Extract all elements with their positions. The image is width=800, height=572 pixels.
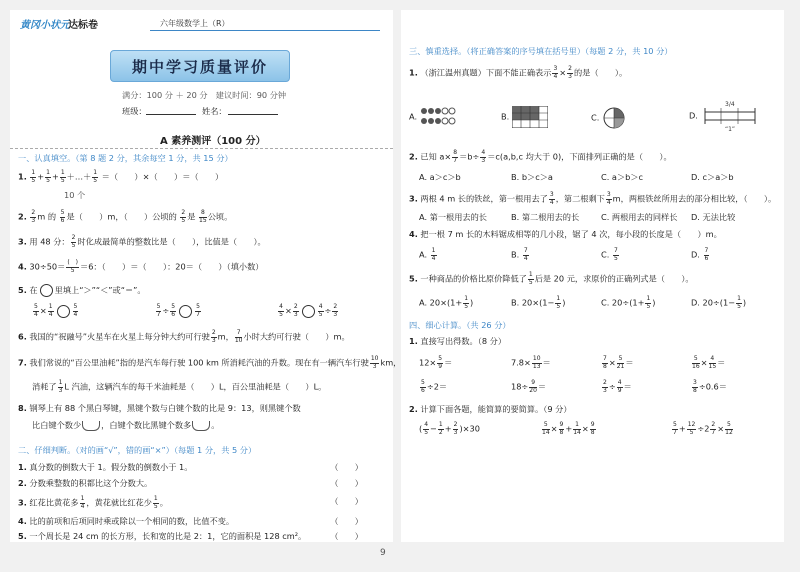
fraction: $\frac{4}{3}$ bbox=[481, 149, 486, 164]
fraction: $\frac{5}{6}$ bbox=[421, 379, 425, 394]
oral-calc-5: $\frac{5}{6}$ ÷2＝ bbox=[421, 379, 448, 394]
compare-circle[interactable] bbox=[40, 284, 53, 297]
choice-2-option-c[interactable]: C. a＞b＞c bbox=[601, 172, 644, 182]
fraction: $\frac{9}{8}$ bbox=[590, 421, 595, 436]
choice-5-option-b[interactable]: B. 20×(1− $\frac{1}{5}$ ) bbox=[511, 295, 566, 310]
question-7: 7. 我们常说的“百公里油耗”指的是汽车每行驶 100 km 所消耗汽油的升数。现在有一辆汽车行驶 $\frac{10}{3}$ km， bbox=[18, 355, 402, 370]
name-label: 姓名： bbox=[202, 106, 227, 116]
class-blank[interactable] bbox=[146, 114, 196, 115]
fraction: $\frac{2}{7}$ bbox=[711, 421, 716, 436]
fraction: $\frac{7}{6}$ bbox=[704, 247, 709, 262]
judge-1: 1. 真分数的倒数大于 1。假分数的倒数小于 1。 （ ） bbox=[18, 462, 363, 472]
fraction: $\frac{10}{13}$ bbox=[532, 355, 541, 370]
left-page bbox=[10, 10, 402, 542]
fraction: $\frac{5}{4}$ bbox=[34, 303, 38, 318]
written-calc-2: $\frac{5}{14}$ × $\frac{9}{8}$ + $\frac{1}{14}$ × $\frac{9}{8}$ bbox=[542, 421, 595, 436]
fraction: $\frac{1}{5}$ bbox=[60, 169, 65, 184]
fraction: $\frac{1}{5}$ bbox=[556, 295, 561, 310]
fraction: $\frac{3}{4}$ bbox=[606, 191, 611, 206]
page-number: 9 bbox=[380, 548, 386, 558]
fraction: $\frac{5}{6}$ bbox=[171, 303, 176, 318]
fraction: $\frac{2}{3}$ bbox=[568, 65, 572, 80]
dots-diagram-icon bbox=[420, 106, 456, 128]
fraction: $\frac{5}{7}$ bbox=[196, 303, 200, 318]
fraction: $\frac{3}{4}$ bbox=[549, 191, 554, 206]
fraction: $\frac{1}{14}$ bbox=[573, 421, 581, 436]
oral-calc-6: 18÷ $\frac{9}{20}$ ＝ bbox=[511, 379, 547, 394]
choice-2-option-a[interactable]: A. a＞c＞b bbox=[419, 172, 461, 182]
fraction: $\frac{2}{5}$ bbox=[71, 234, 76, 249]
fraction: $\frac{4}{15}$ bbox=[708, 355, 717, 370]
fraction: $\frac{9}{8}$ bbox=[559, 421, 564, 436]
fraction: $\frac{12}{5}$ bbox=[687, 421, 696, 436]
choice-1: 1. （浙江温州真题）下面不能正确表示 $\frac{3}{4}$ × $\frac{2}{3}$ 的是（ ）。 bbox=[409, 65, 628, 80]
calc-2-heading: 2. 计算下面各题，能简算的要简算。（9 分） bbox=[409, 404, 572, 414]
question-3: 3. 用 48 分： $\frac{2}{5}$ 时化成最简单的整数比是（ ），比值是（ ）。 bbox=[18, 234, 266, 249]
choice-4-option-a[interactable]: A. $\frac{1}{4}$ bbox=[419, 247, 436, 262]
fraction: $\frac{1}{3}$ bbox=[58, 379, 63, 394]
svg-text:3/4: 3/4 bbox=[724, 101, 735, 108]
oral-calc-2: 7.8× $\frac{10}{13}$ ＝ bbox=[511, 355, 551, 370]
fraction: $\frac{1}{5}$ bbox=[528, 271, 533, 286]
fraction: $\frac{1}{5}$ bbox=[93, 169, 98, 184]
fraction: $\frac{8}{7}$ bbox=[453, 149, 458, 164]
section-4-heading: 四、细心计算。（共 26 分） bbox=[409, 320, 511, 330]
choice-2-option-d[interactable]: D. c＞a＞b bbox=[691, 172, 734, 182]
section-2-heading: 二、仔细判断。（对的画“√”，错的画“×”）（每题 1 分，共 5 分） bbox=[18, 445, 257, 455]
fraction: $\frac{8}{15}$ bbox=[199, 209, 207, 224]
page-title: 期中学习质量评价 bbox=[131, 57, 268, 76]
choice-4-option-b[interactable]: B. $\frac{7}{4}$ bbox=[511, 247, 528, 262]
judge-3: 3. 红花比黄花多 $\frac{1}{4}$ ，黄花就比红花少 $\frac{1}{5}$ 。 （ ） bbox=[18, 495, 363, 510]
fraction: $\frac{7}{10}$ bbox=[234, 329, 243, 344]
fraction: $\frac{5}{14}$ bbox=[542, 421, 550, 436]
judge-4: 4. 比的前项和后项同时乘或除以一个相同的数，比值不变。 （ ） bbox=[18, 516, 363, 526]
compare-circle[interactable] bbox=[179, 305, 192, 318]
fraction: $\frac{7}{5}$ bbox=[613, 247, 618, 262]
choice-3-option-c[interactable]: C. 两根用去的同样长 bbox=[601, 212, 678, 222]
pie-diagram-icon bbox=[602, 106, 626, 130]
fraction: $\frac{1}{5}$ bbox=[646, 295, 651, 310]
answer-paren[interactable]: （ ） bbox=[330, 462, 363, 472]
fraction: $\frac{2}{3}$ bbox=[31, 209, 36, 224]
fraction: $\frac{5}{9}$ bbox=[438, 355, 443, 370]
course-tag: 六年级数学上（R） bbox=[160, 19, 230, 28]
fraction: $\frac{5}{6}$ bbox=[60, 209, 65, 224]
written-calc-3: $\frac{5}{7}$ + $\frac{12}{5}$ ÷2 $\frac{2}{7}$ × $\frac{5}{12}$ bbox=[673, 421, 733, 436]
svg-text:“1”: “1” bbox=[724, 126, 735, 133]
segment-diagram-icon bbox=[701, 98, 757, 134]
question-1-count: 10 个 bbox=[64, 190, 86, 200]
answer-brace[interactable] bbox=[192, 421, 210, 431]
choice-3: 3. 两根 4 m 长的铁丝，第一根用去了 $\frac{3}{4}$ ，第二根剩下 $\frac{3}{4}$ m，两根铁丝所用去的部分相比较，（ ）。 bbox=[409, 191, 777, 206]
fraction: $\frac{5}{4}$ bbox=[73, 303, 78, 318]
fraction: $\frac{9}{20}$ bbox=[529, 379, 537, 394]
fraction: $\frac{4}{5}$ bbox=[318, 303, 323, 318]
answer-paren[interactable]: （ ） bbox=[330, 516, 363, 526]
oral-calc-3: $\frac{7}{8}$ × $\frac{5}{21}$ ＝ bbox=[603, 355, 634, 370]
fraction: $\frac{4}{5}$ bbox=[279, 303, 283, 318]
brand-logo: 黄冈小状元 bbox=[20, 20, 70, 31]
question-5-items: $\frac{5}{4}$ × $\frac{1}{4}$ $\frac{5}{4}$ $\frac{5}{7}$ ÷ $\frac{5}{6}$ $\frac{5}{7}$ $\frac{4}{5}$ × $\frac{2}{3}$ $\frac{4}{5}$ ÷ $\frac{2}{3}$ bbox=[34, 303, 338, 318]
answer-brace[interactable] bbox=[82, 421, 100, 431]
choice-1-option-c[interactable]: C. bbox=[591, 106, 626, 130]
fraction: $\frac{5}{7}$ bbox=[673, 421, 677, 436]
fraction: $\frac{1}{4}$ bbox=[48, 303, 53, 318]
section-a-title: A 素养测评（100 分） bbox=[160, 136, 266, 147]
fraction: $\frac{2}{3}$ bbox=[211, 329, 216, 344]
fraction: $\frac{4}{9}$ bbox=[617, 379, 622, 394]
fraction: $\frac{5}{12}$ bbox=[725, 421, 733, 436]
choice-2: 2. 已知 a× $\frac{8}{7}$ ＝b÷ $\frac{4}{3}$ ＝c(a,b,c 均大于 0)，下面排列正确的是（ ）。 bbox=[409, 149, 672, 164]
exam-meta: 满分：100 分 ＋ 20 分 建议时间：90 分钟 bbox=[122, 90, 287, 100]
question-6: 6. 我国的“祝融号”火星车在火星上每分钟大约可行驶 $\frac{2}{3}$ m， $\frac{7}{10}$ 小时大约可行驶（ ）m。 bbox=[18, 329, 350, 344]
choice-2-option-b[interactable]: B. b＞c＞a bbox=[511, 172, 553, 182]
written-calc-1: ( $\frac{4}{5}$ − $\frac{1}{2}$ + $\frac{2}{3}$ )×30 bbox=[419, 421, 480, 436]
answer-paren[interactable]: （ ） bbox=[330, 496, 363, 506]
question-1: 1. $\frac{1}{5}$ + $\frac{1}{5}$ + $\frac{1}{5}$ ＋…＋ $\frac{1}{5}$ ＝（ ）×（ ）＝（ ） bbox=[18, 169, 224, 184]
question-8: 8. 钢琴上有 88 个黑白琴键，黑键个数与白键个数的比是 9：13，则黑键个数 bbox=[18, 403, 301, 413]
compare-circle[interactable] bbox=[57, 305, 70, 318]
section-divider bbox=[10, 148, 393, 149]
brand-subtitle: 达标卷 bbox=[68, 20, 98, 31]
fraction: $\frac{2}{3}$ bbox=[603, 379, 607, 394]
section-3-heading: 三、慎重选择。（将正确答案的序号填在括号里）（每题 2 分，共 10 分） bbox=[409, 46, 673, 56]
choice-1-option-d[interactable]: D. 3/4 “1” bbox=[689, 98, 757, 134]
choice-4-option-c[interactable]: C. $\frac{7}{5}$ bbox=[601, 247, 618, 262]
fraction: $\frac{1}{5}$ bbox=[31, 169, 36, 184]
choice-1-option-b[interactable]: B. bbox=[501, 106, 548, 128]
right-page bbox=[401, 10, 784, 542]
name-blank[interactable] bbox=[228, 114, 278, 115]
section-1-heading: 一、认真填空。（第 8 题 2 分，其余每空 1 分，共 15 分） bbox=[18, 153, 233, 163]
choice-3-option-a[interactable]: A. 第一根用去的长 bbox=[419, 212, 487, 222]
fraction: $\frac{1}{5}$ bbox=[464, 295, 469, 310]
fraction: $\frac{2}{3}$ bbox=[453, 421, 458, 436]
oral-calc-8: $\frac{3}{8}$ ÷0.6＝ bbox=[693, 379, 727, 394]
class-label: 班级： bbox=[122, 106, 147, 116]
choice-4-option-d[interactable]: D. $\frac{7}{6}$ bbox=[691, 247, 709, 262]
fraction: $\frac{10}{3}$ bbox=[370, 355, 379, 370]
fraction: $\frac{3}{8}$ bbox=[693, 379, 697, 394]
judge-5: 5. 一个周长是 24 cm 的长方形，长和宽的比是 2：1，它的面积是 128 cm²。 （ ） bbox=[18, 531, 363, 541]
grid-diagram-icon bbox=[512, 106, 548, 128]
fraction: $\frac{1}{4}$ bbox=[431, 247, 436, 262]
fraction: $\frac{4}{5}$ bbox=[424, 421, 429, 436]
choice-5-option-c[interactable]: C. 20÷(1+ $\frac{1}{5}$ ) bbox=[601, 295, 656, 310]
fraction: $\frac{( )}{5}$ bbox=[67, 259, 78, 274]
judge-2: 2. 分数乘整数的积都比这个分数大。 （ ） bbox=[18, 478, 363, 488]
fraction: $\frac{2}{5}$ bbox=[181, 209, 186, 224]
answer-paren[interactable]: （ ） bbox=[330, 478, 363, 488]
fraction: $\frac{7}{4}$ bbox=[523, 247, 528, 262]
fraction: $\frac{5}{21}$ bbox=[616, 355, 625, 370]
question-1-text: ＝（ ）×（ ）＝（ ） bbox=[101, 171, 224, 182]
question-4: 4. 30÷50＝ $\frac{( )}{5}$ ＝6：（ ）＝（ ）：20＝（ ）（填小数） bbox=[18, 259, 264, 274]
answer-paren[interactable]: （ ） bbox=[330, 531, 363, 541]
choice-3-option-d[interactable]: D. 无法比较 bbox=[691, 212, 736, 222]
header-divider bbox=[150, 30, 380, 31]
question-5: 5. 在 里填上“＞”“＜”或“＝”。 bbox=[18, 285, 146, 295]
fraction: $\frac{1}{5}$ bbox=[153, 495, 158, 510]
oral-calc-7: $\frac{2}{3}$ ÷ $\frac{4}{9}$ ＝ bbox=[603, 379, 632, 394]
question-8-cont: 比白键个数少 ，白键个数比黑键个数多 。 bbox=[32, 420, 220, 430]
fraction: $\frac{5}{7}$ bbox=[156, 303, 161, 318]
title-banner bbox=[110, 50, 290, 82]
choice-5-option-d[interactable]: D. 20÷(1− $\frac{1}{5}$ ) bbox=[691, 295, 747, 310]
fraction: $\frac{1}{5}$ bbox=[46, 169, 50, 184]
fraction: $\frac{7}{8}$ bbox=[603, 355, 607, 370]
question-7-cont: 消耗了 $\frac{1}{3}$ L 汽油，这辆汽车的每千米油耗是（ ）L，百公里油耗是（ ）L。 bbox=[32, 379, 327, 394]
choice-4: 4. 把一根 7 m 长的木料锯成相等的几小段，锯了 4 次，每小段的长度是（ ）m。 bbox=[409, 229, 722, 239]
choice-5: 5. 一种商品的价格比原价降低了 $\frac{1}{5}$ 后是 20 元，求原价的正确列式是（ ）。 bbox=[409, 271, 694, 286]
choice-3-option-b[interactable]: B. 第二根用去的长 bbox=[511, 212, 580, 222]
fraction: $\frac{3}{4}$ bbox=[553, 65, 558, 80]
fraction: $\frac{1}{2}$ bbox=[438, 421, 443, 436]
compare-circle[interactable] bbox=[302, 305, 315, 318]
fraction: $\frac{2}{3}$ bbox=[293, 303, 298, 318]
question-2: 2. $\frac{2}{3}$ m 的 $\frac{5}{6}$ 是（ ）m，（ ）公顷的 $\frac{2}{5}$ 是 $\frac{8}{15}$ 公顷。 bbox=[18, 209, 233, 224]
oral-calc-1: 12× $\frac{5}{9}$ ＝ bbox=[419, 355, 453, 370]
calc-1-heading: 1. 直接写出得数。（8 分） bbox=[409, 336, 507, 346]
fraction: $\frac{2}{3}$ bbox=[333, 303, 338, 318]
choice-5-option-a[interactable]: A. 20×(1+ $\frac{1}{5}$ ) bbox=[419, 295, 474, 310]
oral-calc-4: $\frac{5}{16}$ × $\frac{4}{15}$ ＝ bbox=[692, 355, 726, 370]
fraction: $\frac{5}{16}$ bbox=[692, 355, 700, 370]
choice-1-option-a[interactable]: A. bbox=[409, 106, 456, 128]
fraction: $\frac{1}{4}$ bbox=[80, 495, 85, 510]
fraction: $\frac{1}{5}$ bbox=[737, 295, 741, 310]
